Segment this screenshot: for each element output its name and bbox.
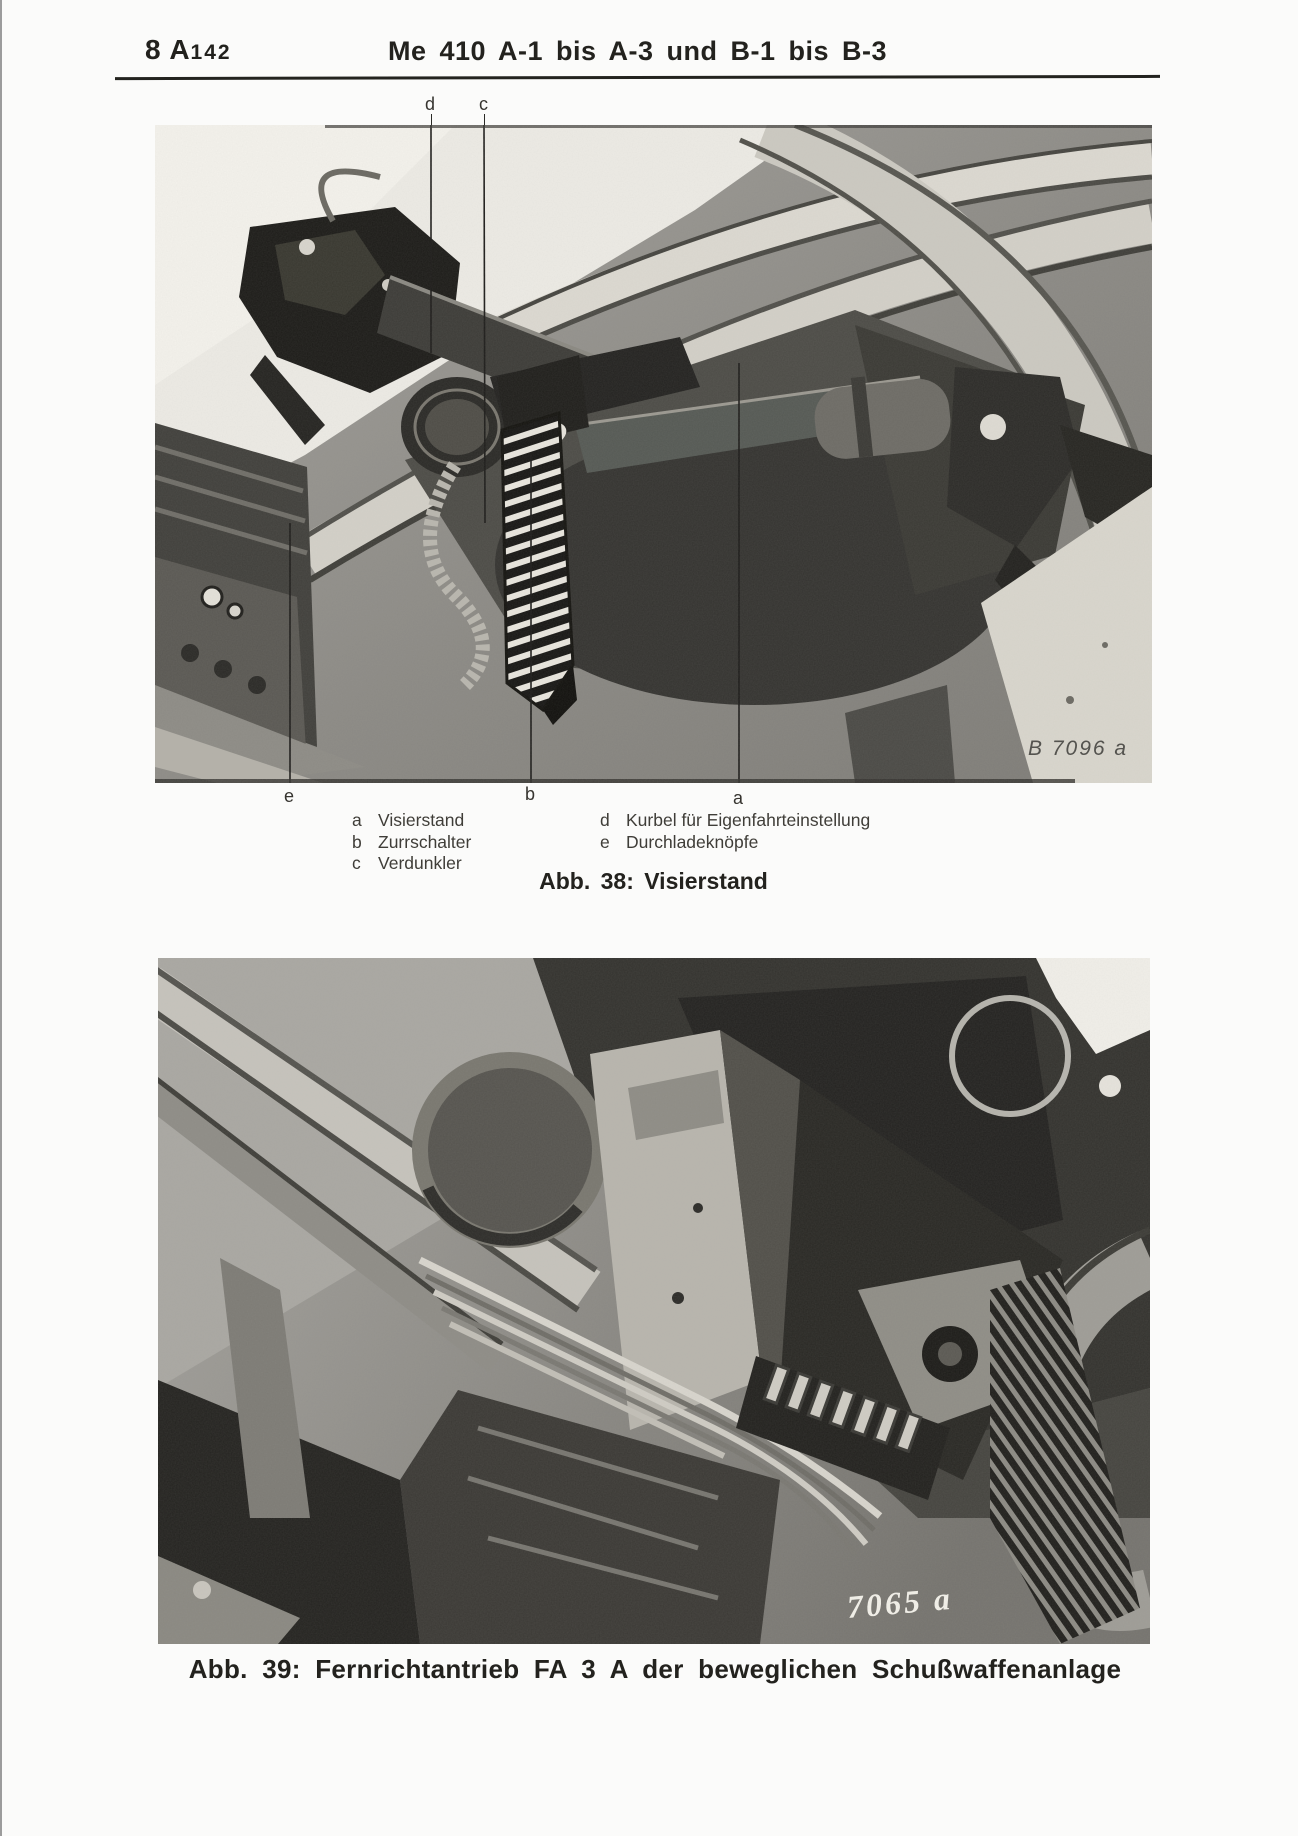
callout-letter-a: a — [733, 788, 744, 808]
callout-letter-c: c — [479, 94, 488, 114]
figure-38-photo — [155, 125, 1152, 783]
legend-label: Kurbel für Eigenfahrteinstellung — [626, 810, 871, 830]
figure-39-photo-ref: 7065 a — [845, 1579, 955, 1625]
figure-39-caption: Abb. 39: Fernrichtantrieb FA 3 A der beweglichen Schußwaffenanlage — [188, 1654, 1122, 1684]
figure-38-legend-col-2 — [600, 810, 870, 853]
legend-item-a — [352, 810, 471, 832]
legend-key: c — [352, 853, 361, 873]
scan-edge-line — [0, 0, 2, 1836]
legend-key: b — [352, 831, 362, 852]
callout-letter-e: e — [284, 786, 295, 806]
page-title: Me 410 A-1 bis A-3 und B-1 bis B-3 — [387, 36, 888, 66]
page-number-sub: 142 — [190, 41, 232, 64]
figure-38-legend-col-1 — [352, 810, 471, 875]
legend-label: Verdunkler — [378, 853, 462, 873]
figure-39-photo — [158, 958, 1150, 1644]
legend-key: a — [352, 810, 362, 830]
figure-38-photo-art — [155, 125, 1152, 783]
page-number-main: 8 A — [145, 34, 191, 65]
legend-key: e — [600, 831, 610, 852]
legend-label: Visierstand — [378, 810, 465, 830]
figure-38-photo-ref: B 7096 a — [1028, 737, 1129, 760]
legend-label: Durchladeknöpfe — [626, 831, 759, 852]
callout-line-d-stub — [431, 114, 432, 125]
callout-line-c-stub — [484, 114, 485, 125]
legend-key: d — [600, 810, 610, 830]
figure-38-caption: Abb. 38: Visierstand — [539, 868, 768, 894]
legend-item-d — [600, 810, 870, 832]
header-rule — [115, 75, 1160, 80]
legend-item-b — [352, 832, 471, 854]
legend-label: Zurrschalter — [378, 831, 472, 852]
callout-letter-b: b — [525, 784, 536, 804]
callout-letter-d: d — [425, 94, 436, 114]
legend-item-e — [600, 832, 870, 854]
figure-39-photo-art — [158, 958, 1150, 1644]
